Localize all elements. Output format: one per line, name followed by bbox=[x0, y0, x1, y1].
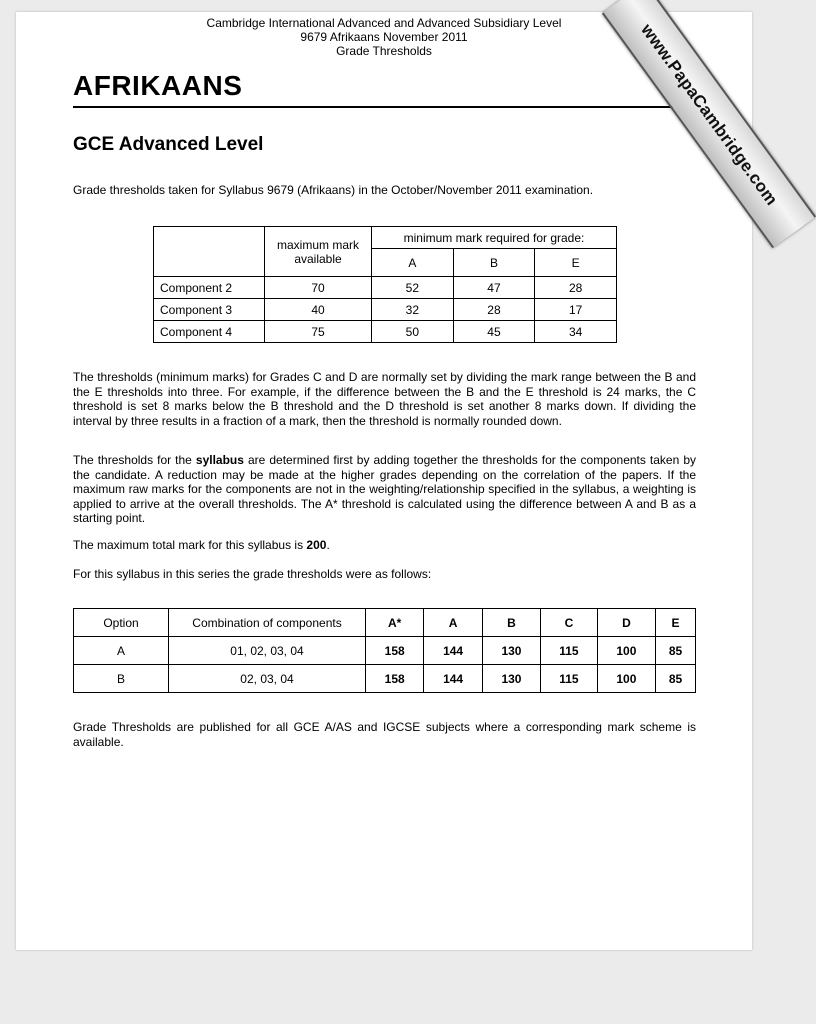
grade-b-value: 130 bbox=[482, 665, 540, 693]
header-grade-astar: A* bbox=[366, 609, 424, 637]
table-row bbox=[154, 299, 617, 321]
intro-text: Grade thresholds taken for Syllabus 9679 (Afrikaans) in the October/November 2011 examination. bbox=[73, 183, 594, 197]
header-grade-d: D bbox=[597, 609, 655, 637]
option-label: B bbox=[74, 665, 169, 693]
max-mark-header: maximum mark available bbox=[265, 227, 372, 277]
header-grade-e: E bbox=[656, 609, 696, 637]
grade-astar-value: 158 bbox=[366, 665, 424, 693]
grade-c-value: 115 bbox=[541, 637, 598, 665]
table-row bbox=[154, 321, 617, 343]
component-name: Component 3 bbox=[154, 299, 265, 321]
header-line-3: Grade Thresholds bbox=[336, 44, 432, 58]
header-option: Option bbox=[74, 609, 169, 637]
component-thresholds-table bbox=[153, 226, 617, 343]
para2-text-end: are determined first by adding together the thresholds for the components taken by the candidate. A reduction may be made at the higher grades depending on the correlation of the papers. If the maximum raw marks for the components are not in the weighting/relationship specified in the syllabus, a weighting is applied to arrive at the overall thresholds. The A* threshold is calculated using the difference between A and B as a starting point. bbox=[73, 453, 696, 525]
grade-astar-value: 158 bbox=[366, 637, 424, 665]
max-total-mark: 200 bbox=[306, 538, 327, 552]
grade-d-value: 100 bbox=[597, 637, 655, 665]
grade-a-mark: 50 bbox=[372, 321, 454, 343]
grade-b-mark: 47 bbox=[453, 277, 535, 299]
grade-c-value: 115 bbox=[541, 665, 598, 693]
combination: 01, 02, 03, 04 bbox=[169, 637, 366, 665]
table-row bbox=[74, 665, 696, 693]
grade-a-value: 144 bbox=[424, 637, 482, 665]
paragraph-grades-c-d: The thresholds (minimum marks) for Grades C and D are normally set by dividing the mark range between the B and the E thresholds into three. For example, if the difference between the B and the E threshold is 24 marks, the C threshold is set 8 marks below the B threshold and the D threshold is set another 8 marks down. If dividing the interval by three results in a fraction of a mark, then the threshold is normally rounded down. bbox=[73, 370, 696, 428]
footer-note: Grade Thresholds are published for all GCE A/AS and IGCSE subjects where a corresponding mark scheme is available. bbox=[73, 720, 696, 749]
option-label: A bbox=[74, 637, 169, 665]
grade-e-value: 85 bbox=[656, 637, 696, 665]
grade-a-mark: 52 bbox=[372, 277, 454, 299]
paragraph-syllabus-thresholds bbox=[73, 453, 696, 526]
max-mark: 70 bbox=[265, 277, 372, 299]
empty-header-cell bbox=[154, 227, 265, 277]
para2-bold-word: syllabus bbox=[195, 453, 244, 467]
paragraph-series-intro: For this syllabus in this series the grade thresholds were as follows: bbox=[73, 567, 432, 581]
para3-text-end: . bbox=[326, 538, 330, 552]
component-name: Component 4 bbox=[154, 321, 265, 343]
grade-e-value: 85 bbox=[656, 665, 696, 693]
grade-a-value: 144 bbox=[424, 665, 482, 693]
header-grade-a: A bbox=[424, 609, 482, 637]
para3-text-start: The maximum total mark for this syllabus is bbox=[73, 538, 307, 552]
grade-e-mark: 34 bbox=[535, 321, 617, 343]
header-grade-c: C bbox=[541, 609, 598, 637]
table-row bbox=[74, 637, 696, 665]
paragraph-max-total bbox=[73, 538, 696, 553]
page-subtitle: GCE Advanced Level bbox=[73, 134, 264, 155]
option-thresholds-table bbox=[73, 608, 696, 693]
grade-b-mark: 45 bbox=[453, 321, 535, 343]
header-combination: Combination of components bbox=[169, 609, 366, 637]
max-mark: 75 bbox=[265, 321, 372, 343]
grade-b-mark: 28 bbox=[453, 299, 535, 321]
grade-header-b: B bbox=[453, 249, 535, 277]
component-name: Component 2 bbox=[154, 277, 265, 299]
para2-text-start: The thresholds for the bbox=[73, 453, 196, 467]
table-row bbox=[154, 277, 617, 299]
grade-b-value: 130 bbox=[482, 637, 540, 665]
watermark-banner: www.PapaCambridge.com bbox=[602, 0, 816, 248]
max-mark: 40 bbox=[265, 299, 372, 321]
min-mark-header: minimum mark required for grade: bbox=[372, 227, 617, 249]
grade-header-e: E bbox=[535, 249, 617, 277]
page-title: AFRIKAANS bbox=[73, 70, 711, 108]
grade-d-value: 100 bbox=[597, 665, 655, 693]
header-grade-b: B bbox=[482, 609, 540, 637]
grade-e-mark: 28 bbox=[535, 277, 617, 299]
header-line-1: Cambridge International Advanced and Advanced Subsidiary Level bbox=[206, 16, 562, 30]
grade-a-mark: 32 bbox=[372, 299, 454, 321]
grade-header-a: A bbox=[372, 249, 454, 277]
document-page bbox=[16, 12, 782, 950]
header-line-2: 9679 Afrikaans November 2011 bbox=[300, 30, 468, 44]
grade-e-mark: 17 bbox=[535, 299, 617, 321]
combination: 02, 03, 04 bbox=[169, 665, 366, 693]
